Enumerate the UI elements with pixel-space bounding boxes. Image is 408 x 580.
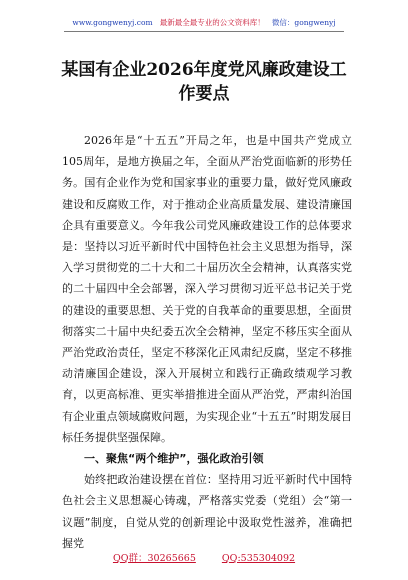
section-paragraph: 始终把政治建设摆在首位：坚持用习近平新时代中国特色社会主义思想凝心铸魂，严格落实党委（党组）会“第一议题”制度，自觉从党的创新理论中汲取党性滋养，准确把握党: [62, 473, 352, 550]
header-divider: [64, 31, 344, 32]
site-slogan: 最新最全最专业的公文资料库！: [159, 18, 265, 27]
header-banner: [0, 18, 408, 28]
site-link[interactable]: www.gongwenyj.com: [72, 18, 153, 27]
document-title: 某国有企业2026年度党风廉政建设工作要点: [61, 60, 347, 104]
qq-group-link[interactable]: QQ群：30265665: [112, 553, 196, 564]
qq-contact-link[interactable]: QQ:535304092: [221, 553, 296, 564]
section-heading: 一、聚焦“两个维护”，强化政治引领: [84, 452, 264, 466]
footer-banner: [0, 553, 408, 565]
wechat-id: 微信：gongwenyj: [271, 18, 336, 27]
document-body: [62, 130, 352, 554]
intro-paragraph: 2026年是“十五五”开局之年，也是中国共产党成立105周年，是地方换届之年，全面从严治党面临新的形势任务。国有企业作为党和国家事业的重要力量，做好党风廉政建设和反腐败工作，对于推动企业高质量发展、建设清廉国企具有重要意义。今年我公司党风廉政建设工作的总体要求是：坚持以习近平新时代中国特色社会主义思想为指导，深入学习贯彻党的二十大和二十届历次全会精神，认真落实党的二十届四中全会部署，深入学习贯彻习近平总书记关于党的建设的重要思想、关于党的自我革命的重要思想，全面贯彻落实二十届中央纪委五次全会精神，坚定不移压实全面从严治党政治责任，坚定不移深化正风肃纪反腐，坚定不移推动清廉国企建设，深入开展树立和践行正确政绩观学习教育，以更高标准、更实举措推进全面从严治党，严肃纠治国有企业重点领域腐败问题，为实现企业“十五五”时期发展目标任务提供坚强保障。: [62, 134, 352, 444]
